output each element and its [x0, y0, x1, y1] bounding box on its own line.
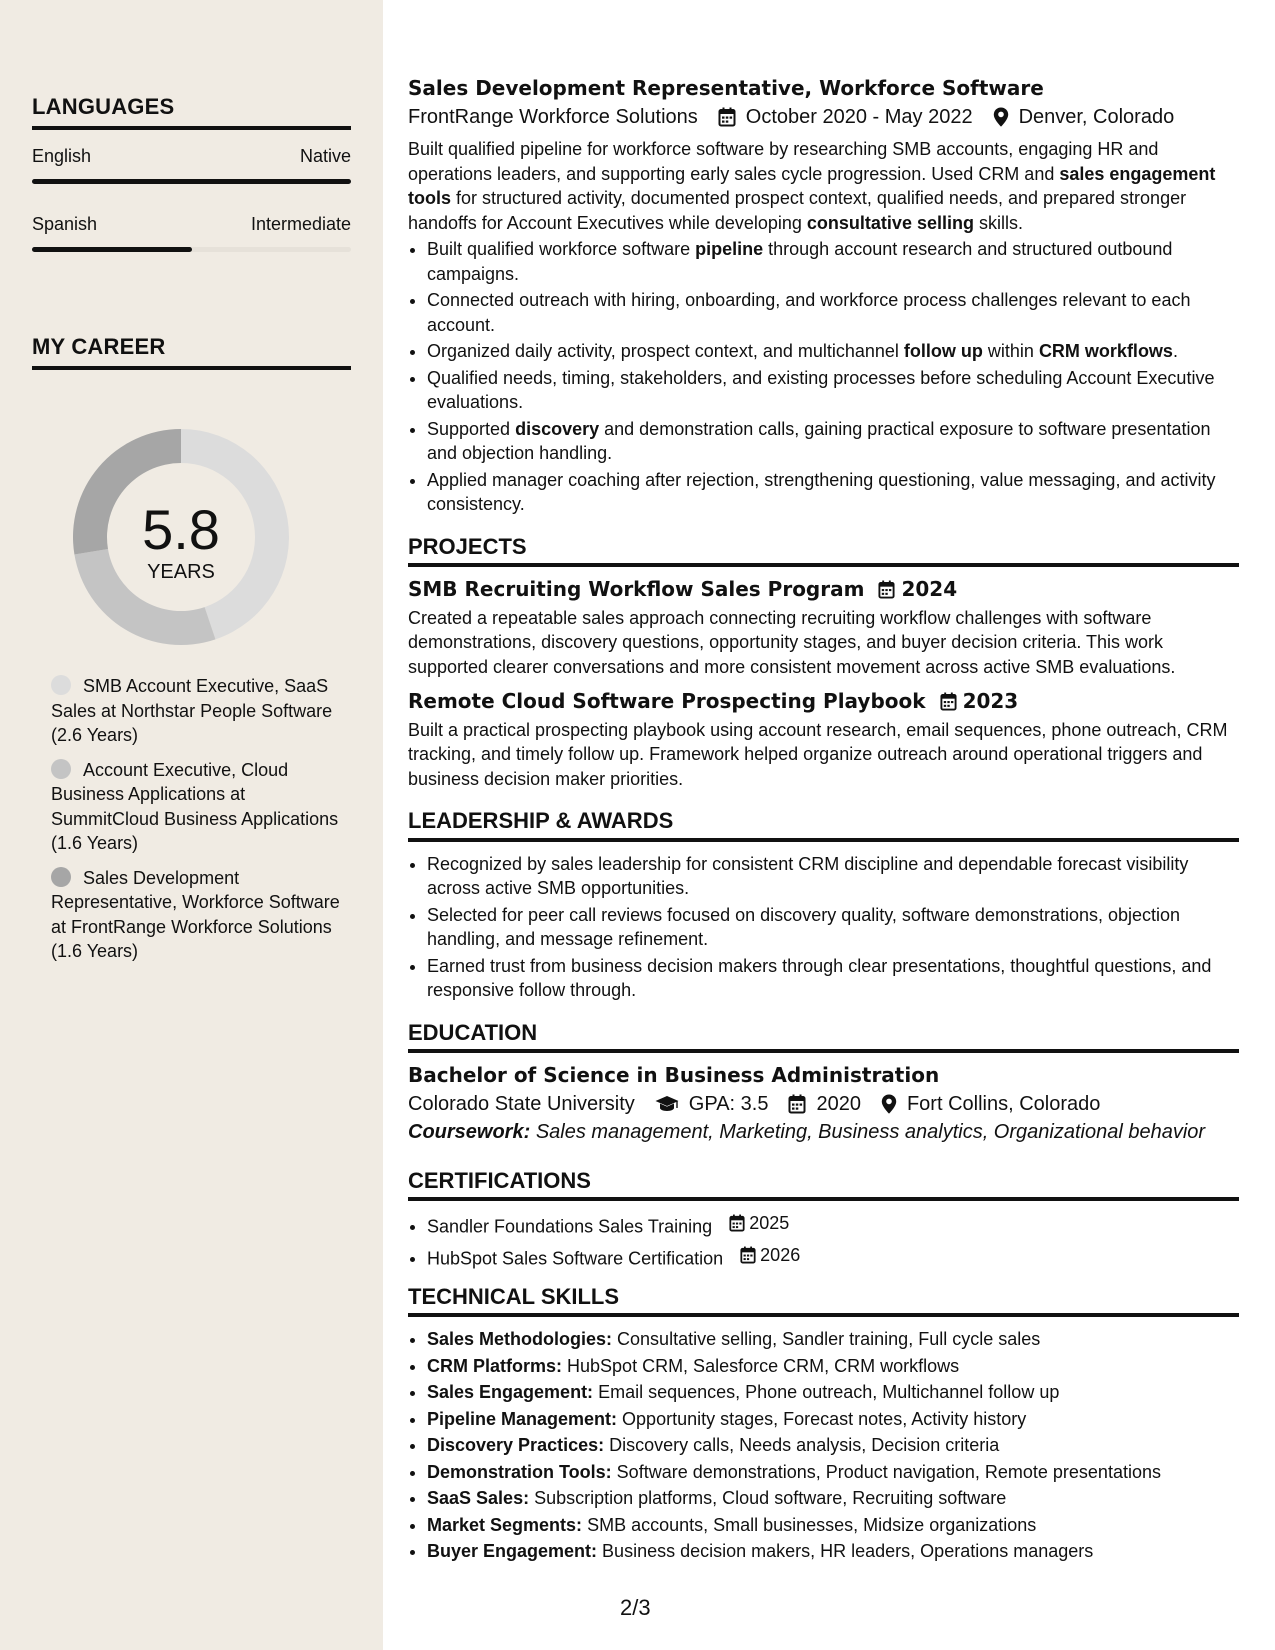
certification-name: HubSpot Sales Software Certification	[427, 1248, 724, 1268]
education-heading: EDUCATION	[408, 1021, 1239, 1054]
skills-heading: TECHNICAL SKILLS	[408, 1285, 1239, 1318]
job-bullets	[408, 237, 1239, 517]
education-entry	[408, 1063, 1239, 1145]
project-description: Built a practical prospecting playbook using account research, email sequences, phone outreach, CRM tracking, and timely follow up. Framework helped organize outreach around operational triggers and business decision maker priorities.	[408, 719, 1228, 789]
language-name: English	[32, 146, 92, 166]
text-run: Organized daily activity, prospect context, and multichannel	[427, 341, 904, 361]
education-meta	[408, 1092, 1239, 1117]
text-run: for structured activity, documented prospect context, qualified needs, and prepared stronger handoffs for Account Executives while developing	[408, 188, 1187, 233]
job-bullet	[427, 417, 1239, 466]
leadership-heading: LEADERSHIP & AWARDS	[408, 809, 1239, 842]
location-pin-icon	[993, 107, 1009, 127]
text-run: Qualified needs, timing, stakeholders, and existing processes before scheduling Account Executive evaluations.	[427, 367, 1215, 412]
career-section	[32, 334, 351, 370]
calendar-icon	[878, 580, 895, 599]
job-meta	[408, 105, 1239, 130]
job-bullet	[427, 288, 1239, 337]
languages-heading: LANGUAGES	[32, 94, 351, 130]
skill-value: HubSpot CRM, Salesforce CRM, CRM workflows	[562, 1355, 960, 1376]
certification-item	[427, 1243, 1239, 1271]
certification-name: Sandler Foundations Sales Training	[427, 1216, 713, 1237]
certification-date	[740, 1243, 800, 1268]
main-content	[408, 76, 1239, 1566]
career-total	[34, 390, 328, 684]
job-bullet	[427, 468, 1239, 517]
leadership-item: • Recognized by sales leadership for consistent CRM discipline and dependable forecast visibility across active SMB opportunities.	[427, 852, 1239, 901]
skill-label: Buyer Engagement:	[427, 1541, 598, 1561]
project-header	[408, 689, 1239, 714]
skill-item	[427, 1354, 1239, 1379]
certification-date	[729, 1211, 789, 1236]
legend-dot	[51, 867, 71, 887]
languages-section	[32, 94, 351, 252]
skill-label: Sales Engagement:	[427, 1382, 594, 1402]
leadership-item: • Selected for peer call reviews focused on discovery quality, software demonstrations, objection handling, and message refinement.	[427, 903, 1239, 952]
job-dates: October 2020 - May 2022	[745, 105, 973, 128]
project-header	[408, 577, 1239, 602]
sidebar	[0, 0, 383, 1650]
career-legend	[51, 674, 341, 974]
calendar-icon	[740, 1246, 756, 1264]
career-legend-item	[51, 758, 341, 856]
project-entry	[408, 689, 1239, 791]
certification-year: 2025	[749, 1213, 790, 1233]
job-title: Sales Development Representative, Workforce Software	[408, 76, 1044, 100]
skill-label: Discovery Practices:	[427, 1435, 605, 1455]
career-heading: MY CAREER	[32, 334, 351, 370]
skill-label: SaaS Sales:	[427, 1488, 530, 1508]
language-proficiency-fill	[32, 179, 351, 184]
language-level: Intermediate	[250, 214, 351, 234]
school-location: Fort Collins, Colorado	[906, 1092, 1101, 1115]
language-item	[32, 214, 351, 252]
skill-label: Sales Methodologies:	[427, 1329, 613, 1349]
skill-value: Consultative selling, Sandler training, Full cycle sales	[612, 1329, 1041, 1349]
location-pin-icon	[881, 1094, 897, 1114]
text-run: .	[1172, 341, 1178, 361]
text-run: Supported	[427, 418, 516, 439]
skill-value: SMB accounts, Small businesses, Midsize organizations	[582, 1514, 1037, 1535]
text-run: Built qualified workforce software	[427, 239, 696, 259]
text-run: within	[982, 341, 1039, 361]
text-run: and demonstration calls, gaining practical exposure to software presentation and objection handling.	[427, 418, 1211, 463]
job-bullet	[427, 237, 1239, 286]
emphasis-text: consultative selling	[806, 212, 974, 233]
job-location: Denver, Colorado	[1018, 105, 1175, 128]
calendar-icon	[788, 1094, 806, 1114]
coursework-label: Coursework:	[408, 1121, 531, 1143]
text-run: Applied manager coaching after rejection, strengthening questioning, value messaging, and activity consistency.	[427, 469, 1216, 514]
legend-dot	[51, 759, 71, 779]
skill-label: Demonstration Tools:	[427, 1461, 612, 1482]
coursework	[408, 1120, 1239, 1145]
calendar-icon	[940, 692, 957, 711]
job-bullet	[427, 366, 1239, 415]
coursework-list: Sales management, Marketing, Business analytics, Organizational behavior	[535, 1121, 1206, 1143]
career-legend-item	[51, 674, 341, 748]
skill-label: Market Segments:	[427, 1514, 583, 1535]
career-legend-text: SMB Account Executive, SaaS Sales at Northstar People Software (2.6 Years)	[51, 676, 333, 745]
calendar-icon	[718, 107, 736, 127]
project-title: SMB Recruiting Workflow Sales Program	[408, 577, 865, 601]
emphasis-text: pipeline	[695, 239, 764, 259]
emphasis-text: follow up	[903, 341, 983, 361]
career-total-unit: YEARS	[147, 560, 215, 583]
skill-value: Software demonstrations, Product navigation, Remote presentations	[611, 1461, 1161, 1482]
certifications-heading: CERTIFICATIONS	[408, 1169, 1239, 1202]
graduation-year: 2020	[816, 1092, 861, 1115]
calendar-icon	[729, 1214, 745, 1232]
job-bullet	[427, 339, 1239, 364]
project-description: Created a repeatable sales approach connecting recruiting workflow challenges with software demonstrations, discovery questions, opportunity stages, and buyer decision criteria. This work supported clearer conversations and more consistent movement across active SMB evaluations.	[408, 607, 1176, 677]
skill-value: Subscription platforms, Cloud software, Recruiting software	[529, 1488, 1007, 1508]
job-summary	[408, 137, 1239, 235]
skill-item	[427, 1539, 1239, 1564]
job-company: FrontRange Workforce Solutions	[408, 105, 698, 128]
career-legend-text: Account Executive, Cloud Business Applications at SummitCloud Business Applications (1.6 Years)	[51, 759, 339, 853]
certification-item	[427, 1211, 1239, 1239]
projects-heading: PROJECTS	[408, 535, 1239, 568]
project-year: 2023	[962, 689, 1019, 713]
degree-title: Bachelor of Science in Business Administration	[408, 1063, 940, 1087]
skill-label: CRM Platforms:	[427, 1355, 563, 1376]
skills-list	[408, 1327, 1239, 1564]
text-run: Connected outreach with hiring, onboarding, and workforce process challenges relevant to each account.	[427, 290, 1191, 335]
skill-value: Business decision makers, HR leaders, Operations managers	[597, 1541, 1094, 1561]
experience-entry	[408, 76, 1239, 517]
school-name: Colorado State University	[408, 1092, 635, 1115]
skill-item	[427, 1460, 1239, 1485]
language-proficiency-fill	[32, 247, 192, 252]
leadership-item: • Earned trust from business decision makers through clear presentations, thoughtful questions, and responsive follow through.	[427, 954, 1239, 1003]
gpa: GPA: 3.5	[688, 1092, 769, 1115]
career-legend-item	[51, 866, 341, 964]
graduation-cap-icon	[655, 1095, 679, 1113]
language-proficiency-bar	[32, 179, 351, 184]
skill-item	[427, 1433, 1239, 1458]
page-number: 2/3	[620, 1595, 651, 1620]
language-level: Native	[299, 146, 351, 166]
certifications-list	[408, 1211, 1239, 1271]
skill-item	[427, 1407, 1239, 1432]
emphasis-text: CRM workflows	[1038, 341, 1173, 361]
skill-item	[427, 1327, 1239, 1352]
emphasis-text: sales engagement tools	[408, 163, 1216, 208]
text-run: Built qualified pipeline for workforce software by researching SMB accounts, engaging HR and operations leaders, and supporting early sales cycle progression. Used CRM and	[408, 139, 1159, 184]
project-title: Remote Cloud Software Prospecting Playbook	[408, 689, 926, 713]
text-run: skills.	[973, 212, 1023, 233]
language-proficiency-bar	[32, 247, 351, 252]
certification-year: 2026	[760, 1244, 801, 1265]
emphasis-text: discovery	[515, 418, 600, 439]
project-year: 2024	[901, 577, 958, 601]
language-item	[32, 146, 351, 184]
skill-value: Email sequences, Phone outreach, Multichannel follow up	[593, 1382, 1060, 1402]
skill-item	[427, 1486, 1239, 1511]
language-name: Spanish	[32, 214, 98, 234]
text-run: through account research and structured outbound campaigns.	[427, 239, 1173, 284]
skill-value: Discovery calls, Needs analysis, Decision criteria	[604, 1435, 1000, 1455]
skill-item	[427, 1380, 1239, 1405]
career-legend-text: Sales Development Representative, Workforce Software at FrontRange Workforce Solutions (1.6 Years)	[51, 867, 340, 961]
career-donut-chart	[34, 390, 328, 684]
leadership-list	[408, 852, 1239, 1003]
skill-label: Pipeline Management:	[427, 1408, 618, 1429]
skill-item	[427, 1513, 1239, 1538]
skill-value: Opportunity stages, Forecast notes, Activity history	[617, 1408, 1027, 1429]
career-total-value: 5.8	[142, 497, 220, 561]
legend-dot	[51, 675, 71, 695]
project-entry	[408, 577, 1239, 679]
